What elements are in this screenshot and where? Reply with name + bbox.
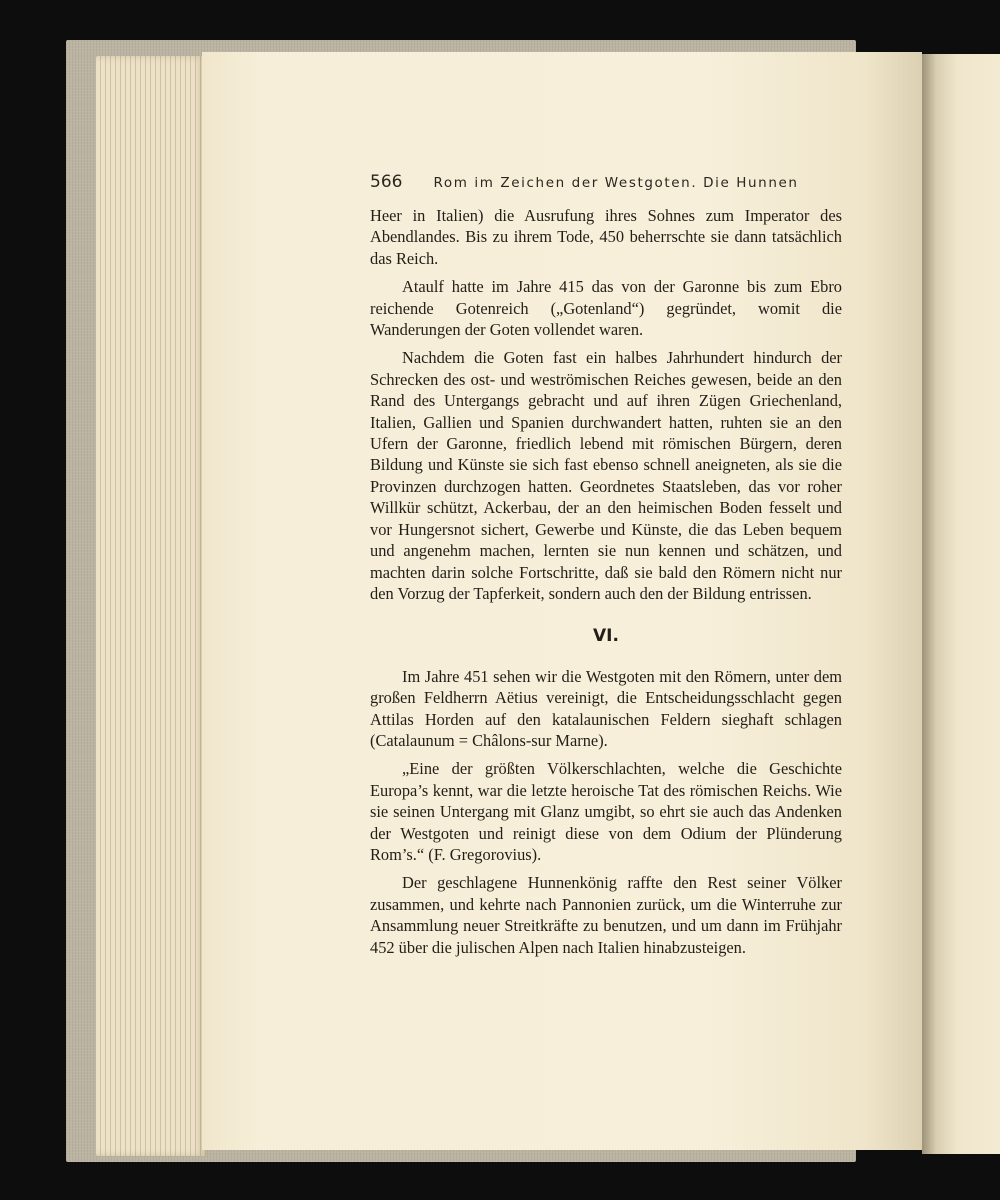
page-edges xyxy=(96,56,206,1156)
paragraph: Der geschlagene Hunnenkönig raffte den Rest seiner Völker zusammen, und kehrte nach Pannonien zurück, um die Winterruhe zur Ansammlung neuer Streitkräfte zu benutzen, und um dann im Frühjahr 452 über die julischen Alpen nach Italien hinabzusteigen. xyxy=(370,873,842,957)
paragraph: „Eine der größten Völkerschlachten, welche die Geschichte Europa’s kennt, war die letzte heroische Tat des römischen Reichs. Wie sie seinen Untergang mit Glanz umgibt, so ehrt sie auch das Andenken der Westgoten und reinigt diese von dem Odium der Plünderung Rom’s.“ (F. Gregorovius). xyxy=(370,759,842,864)
page-header xyxy=(370,172,850,192)
body-text xyxy=(370,205,842,965)
paragraph: Heer in Italien) die Ausrufung ihres Sohnes zum Imperator des Abendlandes. Bis zu ihrem Tode, 450 beherrschte sie dann tatsächlich das Reich. xyxy=(370,206,842,268)
facing-page-edge xyxy=(922,54,1000,1154)
page-number: 566 xyxy=(370,172,403,192)
paragraph: Ataulf hatte im Jahre 415 das von der Garonne bis zum Ebro reichende Gotenreich („Gotenland“) gegründet, womit die Wanderungen der Goten vollendet waren. xyxy=(370,277,842,340)
running-head: Rom im Zeichen der Westgoten. Die Hunnen xyxy=(433,175,799,191)
section-heading: VI. xyxy=(593,626,619,647)
paragraph: Im Jahre 451 sehen wir die Westgoten mit den Römern, unter dem großen Feldherrn Aëtius vereinigt, die Entscheidungsschlacht gegen Attilas Horden auf den katalaunischen Feldern sieghaft schlagen (Catalaunum = Châlons-sur Marne). xyxy=(370,666,842,750)
paragraph: Nachdem die Goten fast ein halbes Jahrhundert hindurch der Schrecken des ost- und weströmischen Reiches gewesen, beide an den Rand des Untergangs gebracht und auf ihren Zügen Griechenland, Italien, Gallien und Spanien durchwandert hatten, ruhten sie an den Ufern der Garonne, friedlich lebend mit römischen Bürgern, deren Bildung und Künste sie sich fast ebenso schnell aneigneten, als sie die Provinzen durchzogen hatten. Geordnetes Staatsleben, das vor roher Willkür schützt, Ackerbau, der an den heimischen Boden fesselt und vor Hungersnot sichert, Gewerbe und Künste, die das Leben bequem und angenehm machen, lernten sie nun kennen und schätzen, und machten darin solche Fortschritte, daß sie bald den Römern nicht nur den Vorzug der Tapferkeit, sondern auch den der Bildung entrissen. xyxy=(370,348,842,603)
